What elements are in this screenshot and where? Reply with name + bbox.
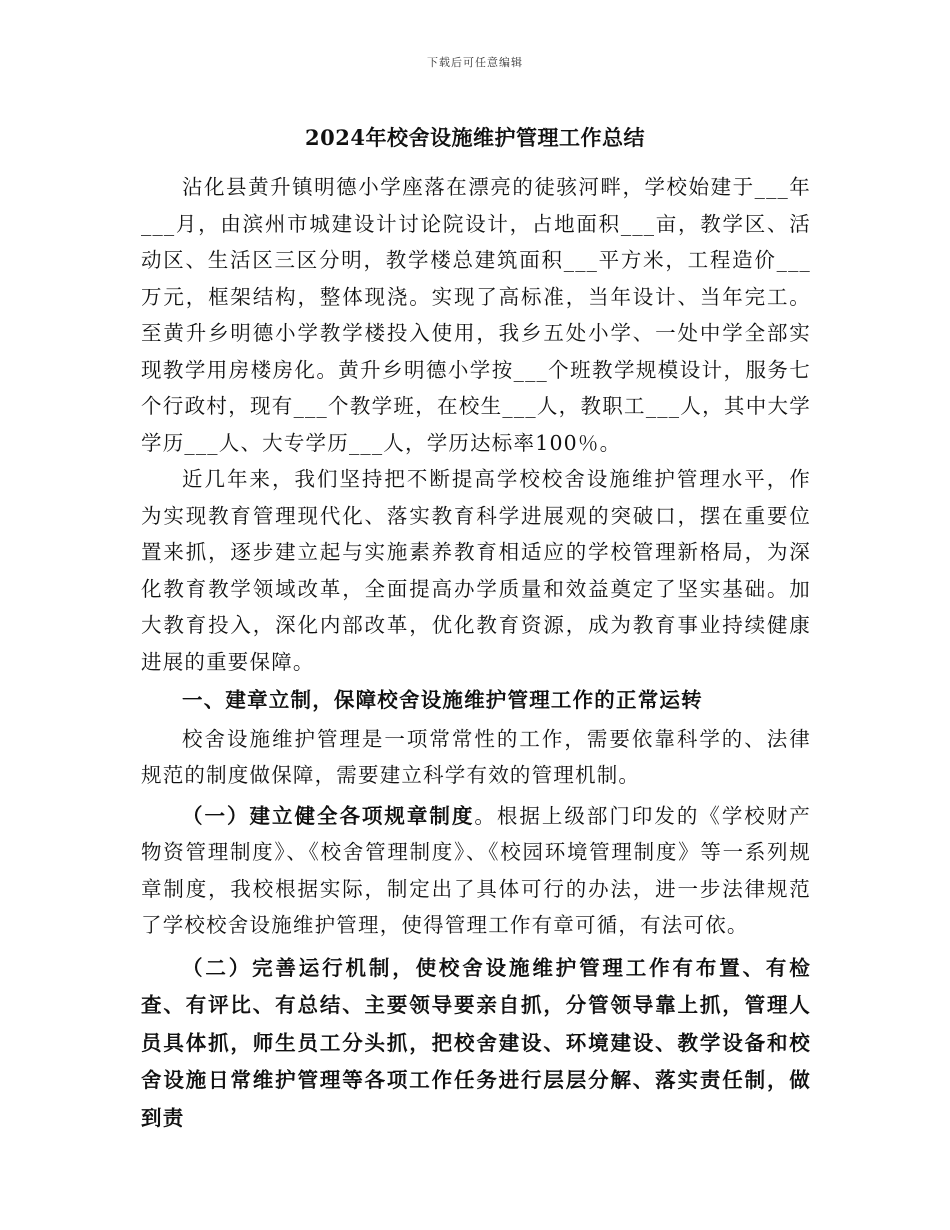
section-heading-1: 一、建章立制，保障校舍设施维护管理工作的正常运转: [182, 688, 703, 712]
subheading-regulations: （一）建立健全各项规章制度: [182, 803, 475, 828]
paragraph-regulations: [141, 798, 811, 944]
paragraph-regulations-text: 。根据上级部门印发的《学校财产物资管理制度》、《校舍管理制度》、《校园环境管理制度》等一系列规章制度，我校根据实际，制定出了具体可行的办法，进一步法律规范了学校校舍设施维护管理，使得管理工作有章可循，有法可依。: [141, 803, 811, 937]
paragraph-overview: 近几年来，我们坚持把不断提高学校校舍设施维护管理水平，作为实现教育管理现代化、落实教育科学进展观的突破口，摆在重要位置来抓，逐步建立起与实施素养教育相适应的学校管理新格局，为深化教育教学领域改革，全面提高办学质量和效益奠定了坚实基础。加大教育投入，深化内部改革，优化教育资源，成为教育事业持续健康进展的重要保障。: [141, 467, 811, 674]
paragraph-mechanism: （二）完善运行机制，使校舍设施维护管理工作有布置、有检查、有评比、有总结、主要领导要亲自抓，分管领导靠上抓，管理人员具体抓，师生员工分头抓，把校舍建设、环境建设、教学设备和校舍设施日常维护管理等各项工作任务进行层层分解、落实责任制，做到责: [141, 955, 811, 1130]
header-note: 下载后可任意编辑: [427, 56, 523, 69]
document-title: 2024年校舍设施维护管理工作总结: [305, 125, 645, 150]
document-body: [141, 169, 811, 1137]
paragraph-section-intro: 校舍设施维护管理是一项常常性的工作，需要依靠科学的、法律规范的制度做保障，需要建立科学有效的管理机制。: [141, 726, 811, 787]
paragraph-intro: 沾化县黄升镇明德小学座落在漂亮的徒骇河畔，学校始建于___年___月，由滨州市城建设计讨论院设计，占地面积___亩，教学区、活动区、生活区三区分明，教学楼总建筑面积___平方米，工程造价___万元，框架结构，整体现浇。实现了高标准，当年设计、当年完工。至黄升乡明德小学教学楼投入使用，我乡五处小学、一处中学全部实现教学用房楼房化。黄升乡明德小学按___个班教学规模设计，服务七个行政村，现有___个教学班，在校生___人，教职工___人，其中大学学历___人、大专学历___人，学历达标率100％。: [141, 175, 811, 455]
